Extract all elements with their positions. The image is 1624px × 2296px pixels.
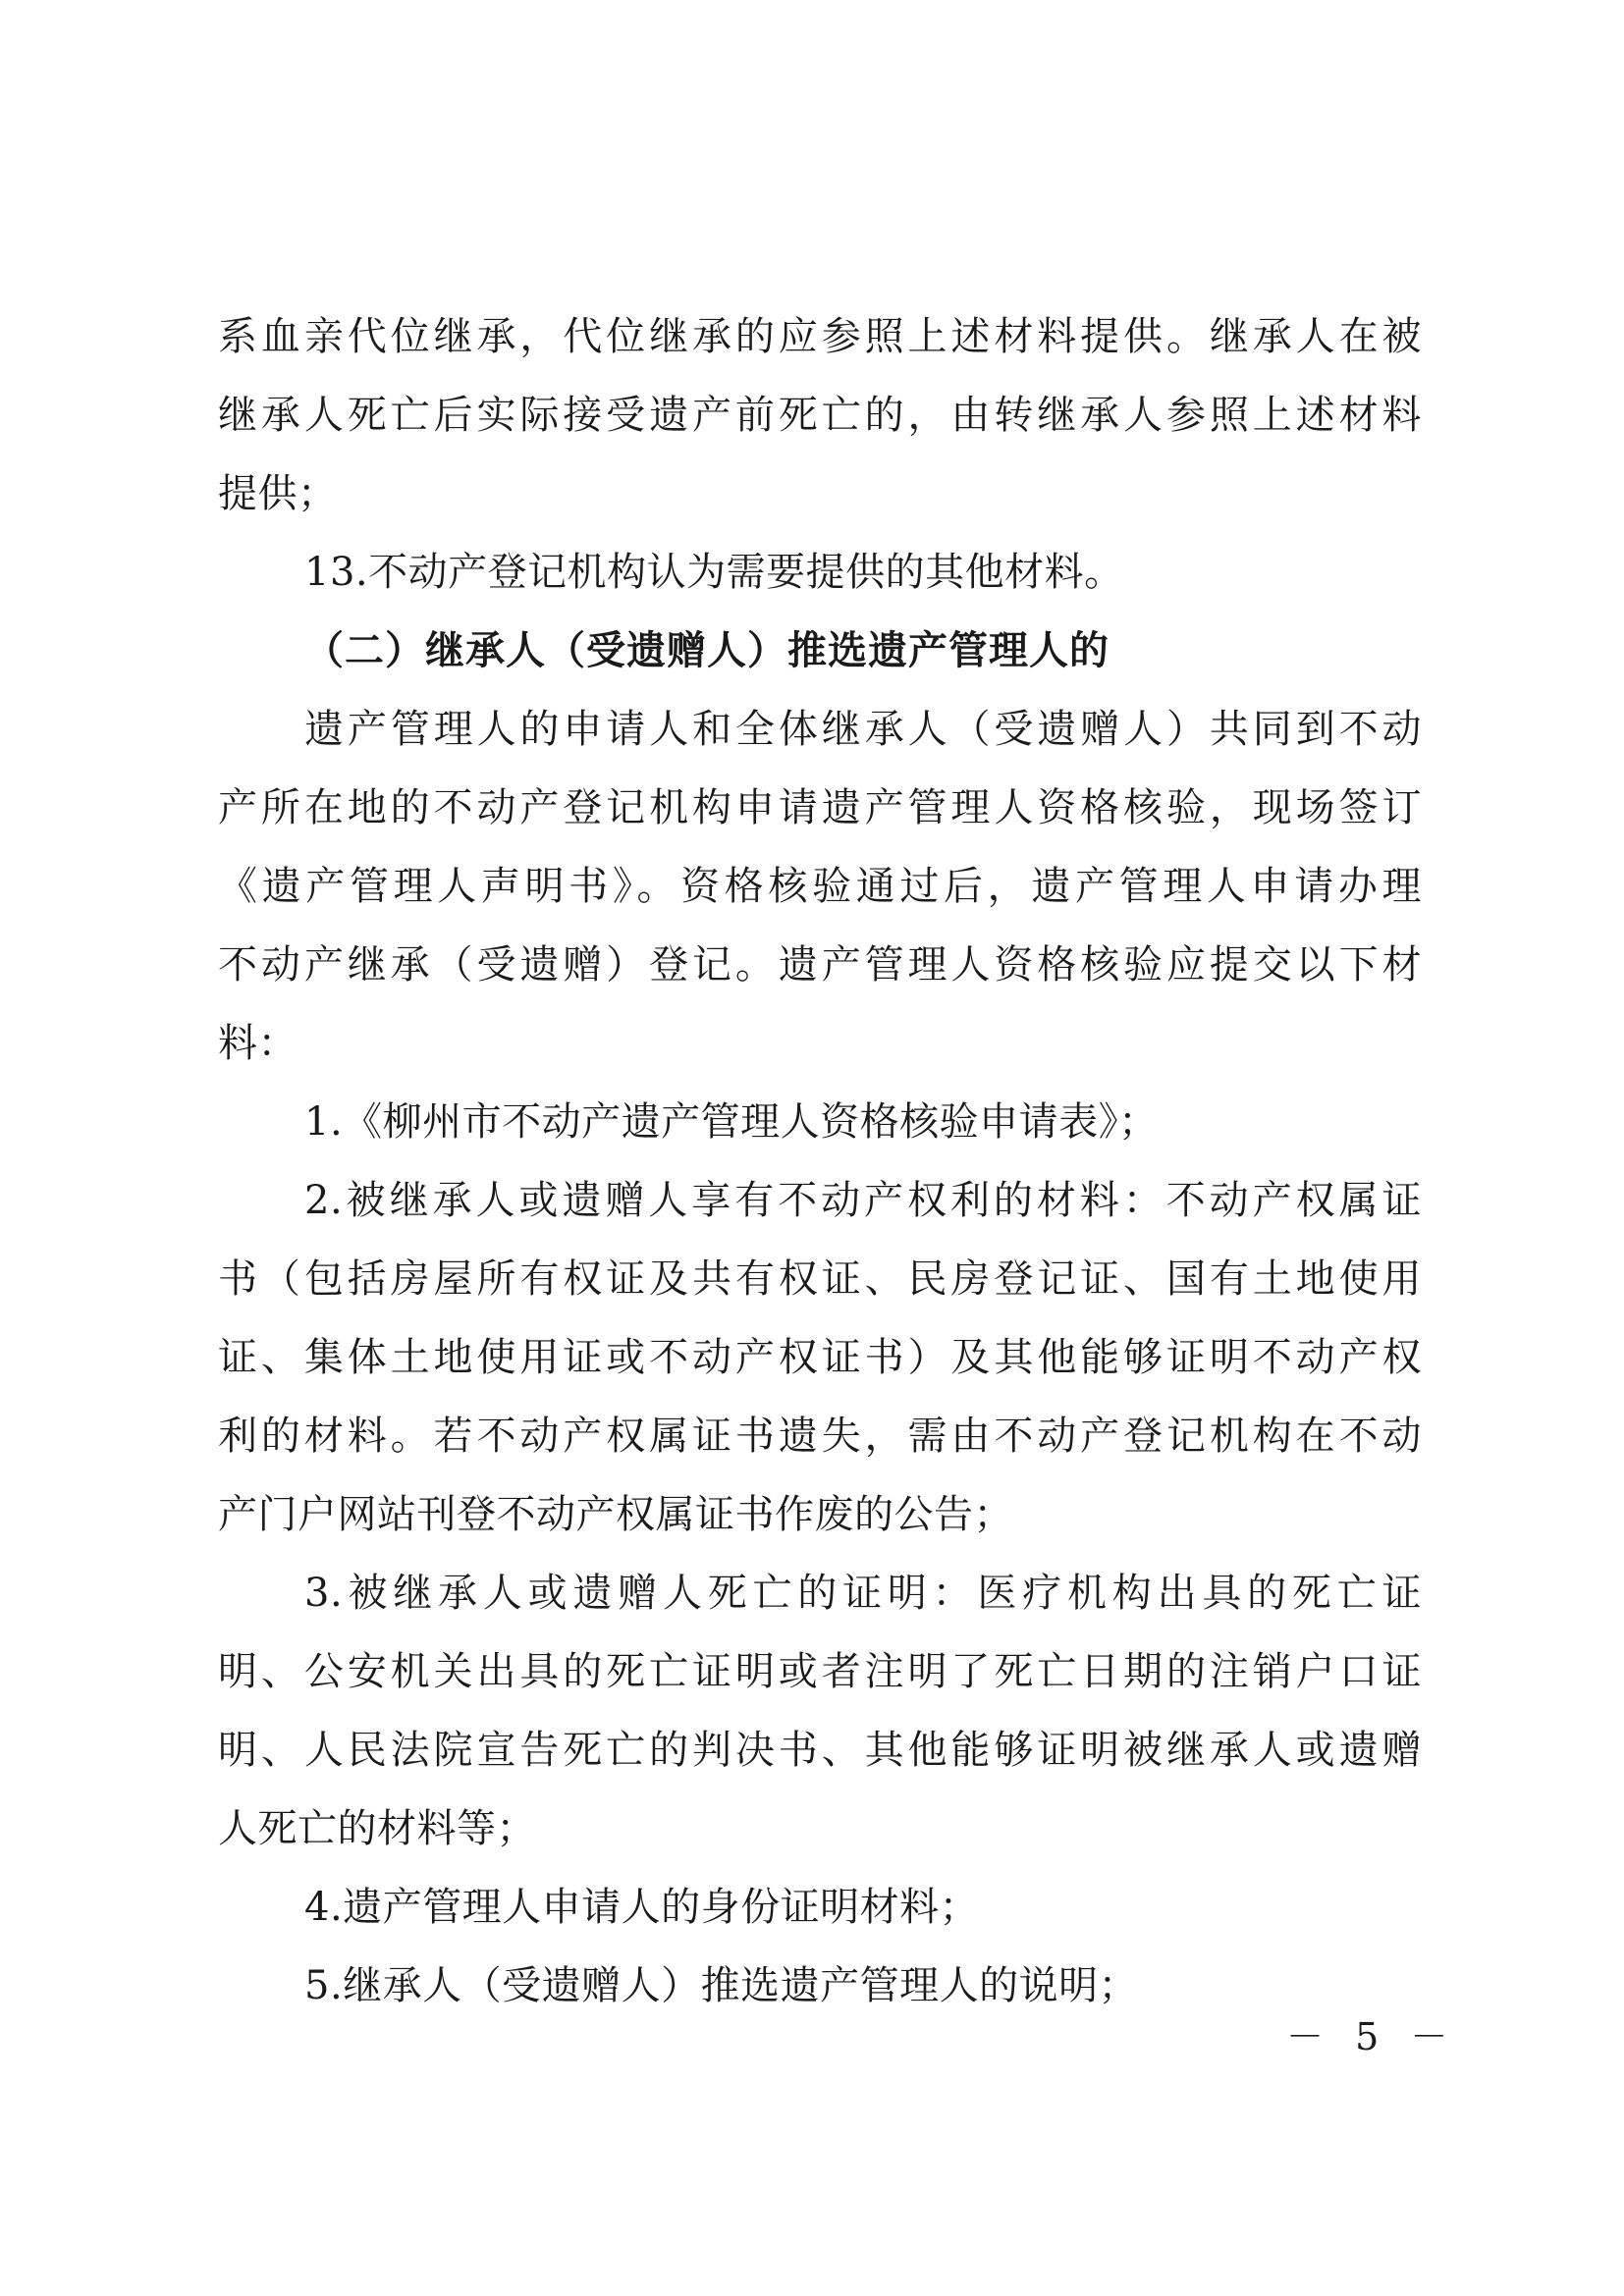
list-item-13 — [218, 533, 1422, 612]
text-line: 5.继承人（受遗赠人）推选遗产管理人的说明； — [304, 1963, 1139, 2008]
text-line: 继承人死亡后实际接受遗产前死亡的，由转继承人参照上述材料 — [218, 393, 1422, 438]
paragraph-intro — [218, 690, 1422, 1083]
text-line: 4.遗产管理人申请人的身份证明材料； — [304, 1885, 980, 1930]
text-line: 不动产继承（受遗赠）登记。遗产管理人资格核验应提交以下材 — [218, 942, 1422, 988]
document-body — [218, 297, 1422, 2025]
text-line: 料： — [218, 1021, 298, 1066]
text-line: 13.不动产登记机构认为需要提供的其他材料。 — [304, 550, 1124, 595]
text-line: 2.被继承人或遗赠人享有不动产权利的材料：不动产权属证 — [304, 1178, 1422, 1223]
text-line: 书（包括房屋所有权证及共有权证、民房登记证、国有土地使用 — [218, 1256, 1422, 1302]
text-line: 遗产管理人的申请人和全体继承人（受遗赠人）共同到不动 — [304, 707, 1422, 752]
text-line: 3.被继承人或遗赠人死亡的证明：医疗机构出具的死亡证 — [304, 1571, 1422, 1616]
text-line: 明、人民法院宣告死亡的判决书、其他能够证明被继承人或遗赠 — [218, 1728, 1422, 1773]
text-line: 《遗产管理人声明书》。资格核验通过后，遗产管理人申请办理 — [218, 864, 1422, 909]
heading-text: （二）继承人（受遗赠人）推选遗产管理人的 — [304, 628, 1110, 673]
list-item-5 — [218, 1947, 1422, 2025]
text-line: 证、集体土地使用证或不动产权证书）及其他能够证明不动产权 — [218, 1335, 1422, 1380]
text-line: 利的材料。若不动产权属证书遗失，需由不动产登记机构在不动 — [218, 1414, 1422, 1459]
text-line: 人死亡的材料等； — [218, 1806, 536, 1851]
text-line: 提供； — [218, 471, 338, 516]
page-number: － 5 － — [1286, 2015, 1458, 2058]
text-line: 系血亲代位继承，代位继承的应参照上述材料提供。继承人在被 — [218, 314, 1422, 359]
paragraph-continuation — [218, 297, 1422, 533]
text-line: 产所在地的不动产登记机构申请遗产管理人资格核验，现场签订 — [218, 785, 1422, 830]
text-line: 产门户网站刊登不动产权属证书作废的公告； — [218, 1492, 1013, 1537]
list-item-2 — [218, 1161, 1422, 1554]
section-heading — [218, 612, 1422, 690]
text-line: 明、公安机关出具的死亡证明或者注明了死亡日期的注销户口证 — [218, 1649, 1422, 1694]
list-item-4 — [218, 1868, 1422, 1947]
list-item-1 — [218, 1083, 1422, 1161]
text-line: 1.《柳州市不动产遗产管理人资格核验申请表》； — [304, 1099, 1159, 1145]
list-item-3 — [218, 1554, 1422, 1868]
